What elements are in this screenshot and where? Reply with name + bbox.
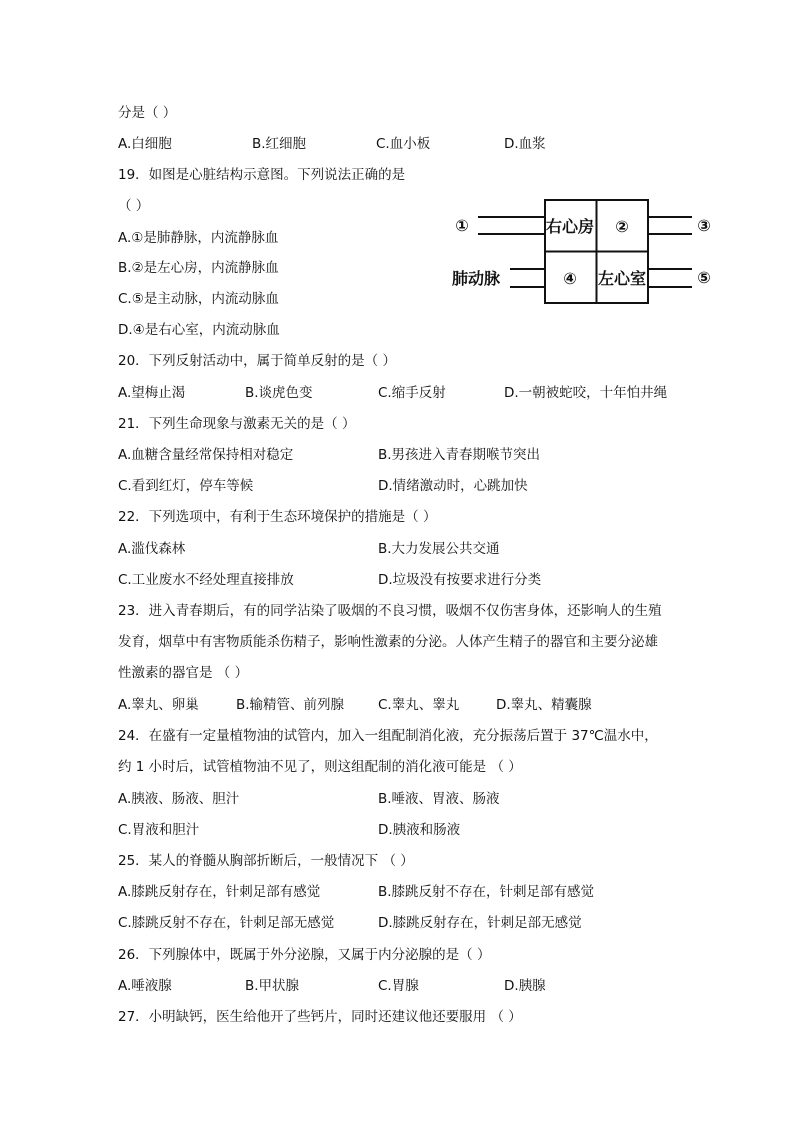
q18-option-b: B.红细胞 xyxy=(252,136,307,152)
diagram-label-5: ⑤ xyxy=(697,268,711,287)
q22-option-d: D.垃圾没有按要求进行分类 xyxy=(378,572,542,588)
q19-option-b: B.②是左心房，内流静脉血 xyxy=(118,260,279,276)
q23-option-a: A.睾丸、卵巢 xyxy=(118,697,199,713)
q24-stem-line2: 约 1 小时后，试管植物油不见了，则这组配制的消化液可能是 （ ） xyxy=(118,759,522,775)
diagram-label-3: ③ xyxy=(697,216,711,235)
q24-option-a: A.胰液、肠液、胆汁 xyxy=(118,791,240,807)
q20-option-b: B.谈虎色变 xyxy=(245,385,313,401)
q18-option-c: C.血小板 xyxy=(376,136,431,152)
diagram-label-1: ① xyxy=(455,216,469,235)
q21-option-d: D.情绪激动时，心跳加快 xyxy=(378,478,528,494)
q25-stem: 25．某人的脊髓从胸部折断后，一般情况下 （ ） xyxy=(118,853,414,869)
q20-option-c: C.缩手反射 xyxy=(378,385,446,401)
q22-option-a: A.滥伐森林 xyxy=(118,541,186,557)
q19-stem: 19．如图是心脏结构示意图。下列说法正确的是 xyxy=(118,167,406,183)
q19-stem-bracket: （ ） xyxy=(118,198,150,214)
diagram-label-right-atrium: 右心房 xyxy=(545,217,595,236)
q19-option-d: D.④是右心室，内流动脉血 xyxy=(118,322,280,338)
q20-option-d: D.一朝被蛇咬，十年怕井绳 xyxy=(504,385,668,401)
q23-option-b: B.输精管、前列腺 xyxy=(236,697,345,713)
q25-option-a: A.膝跳反射存在，针刺足部有感觉 xyxy=(118,884,321,900)
diagram-label-pulmonary-artery: 肺动脉 xyxy=(451,269,501,288)
q26-option-a: A.唾液腺 xyxy=(118,978,172,994)
q20-option-a: A.望梅止渴 xyxy=(118,385,186,401)
q26-option-b: B.甲状腺 xyxy=(245,978,300,994)
q23-option-d: D.睾丸、精囊腺 xyxy=(496,697,592,713)
q23-stem-line1: 23．进入青春期后，有的同学沾染了吸烟的不良习惯，吸烟不仅伤害身体，还影响人的生殖 xyxy=(118,603,662,619)
diagram-label-4: ④ xyxy=(563,269,577,288)
q20-stem: 20．下列反射活动中，属于简单反射的是（ ） xyxy=(118,353,396,369)
q23-stem-line2: 发育，烟草中有害物质能杀伤精子，影响性激素的分泌。人体产生精子的器官和主要分泌雄 xyxy=(118,634,658,650)
q22-stem: 22．下列选项中，有利于生态环境保护的措施是（ ） xyxy=(118,509,437,525)
heart-structure-diagram xyxy=(448,192,720,310)
q21-option-b: B.男孩进入青春期喉节突出 xyxy=(378,447,541,463)
diagram-label-2: ② xyxy=(615,217,629,236)
q19-option-a: A.①是肺静脉，内流静脉血 xyxy=(118,230,279,246)
q19-option-c: C.⑤是主动脉，内流动脉血 xyxy=(118,291,279,307)
q21-option-c: C.看到红灯，停车等候 xyxy=(118,478,254,494)
q23-option-c: C.睾丸、睾丸 xyxy=(378,697,460,713)
q24-option-d: D.胰液和肠液 xyxy=(378,822,461,838)
q26-option-c: C.胃腺 xyxy=(378,978,419,994)
q26-option-d: D.胰腺 xyxy=(504,978,546,994)
q22-option-b: B.大力发展公共交通 xyxy=(378,541,500,557)
q18-option-a: A.白细胞 xyxy=(118,136,172,152)
q22-option-c: C.工业废水不经处理直接排放 xyxy=(118,572,294,588)
q25-option-c: C.膝跳反射不存在，针刺足部无感觉 xyxy=(118,915,335,931)
q27-stem: 27．小明缺钙，医生给他开了些钙片，同时还建议他还要服用 （ ） xyxy=(118,1009,522,1025)
diagram-label-left-ventricle: 左心室 xyxy=(597,269,647,288)
q23-stem-line3: 性激素的器官是 （ ） xyxy=(118,665,249,681)
q24-option-b: B.唾液、胃液、肠液 xyxy=(378,791,500,807)
q24-option-c: C.胃液和胆汁 xyxy=(118,822,200,838)
q18-option-d: D.血浆 xyxy=(504,136,546,152)
q21-stem: 21．下列生命现象与激素无关的是（ ） xyxy=(118,416,356,432)
q24-stem-line1: 24．在盛有一定量植物油的试管内，加入一组配制消化液，充分振荡后置于 37℃温水中， xyxy=(118,728,658,744)
q18-stem-end: 分是（ ） xyxy=(118,105,177,121)
q25-option-d: D.膝跳反射存在，针刺足部无感觉 xyxy=(378,915,582,931)
q21-option-a: A.血糖含量经常保持相对稳定 xyxy=(118,447,294,463)
q26-stem: 26．下列腺体中，既属于外分泌腺，又属于内分泌腺的是（ ） xyxy=(118,947,491,963)
q25-option-b: B.膝跳反射不存在，针刺足部有感觉 xyxy=(378,884,595,900)
